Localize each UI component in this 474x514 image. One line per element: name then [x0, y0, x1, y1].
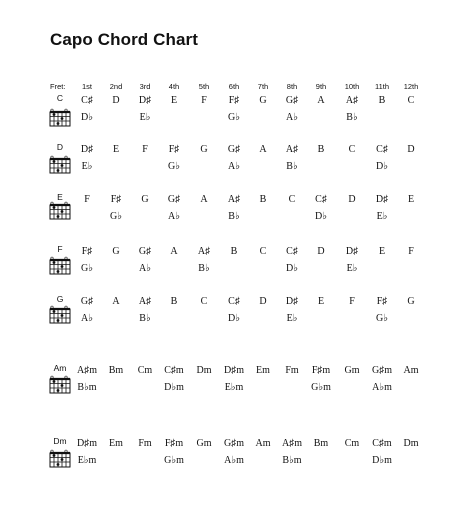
chord-name: G♭ — [228, 112, 240, 123]
fret-header: 8th — [286, 82, 298, 91]
chord-name: B♭ — [198, 263, 210, 274]
chord-name: E♭m — [224, 382, 244, 393]
chord-name: C♯ — [286, 246, 298, 257]
chord-name: A♯ — [345, 95, 359, 106]
chord-name: G♯ — [138, 246, 152, 257]
chord-name: B — [230, 246, 238, 257]
chord-name: B♭ — [139, 313, 151, 324]
chord-name: C♯m — [164, 365, 184, 376]
chord-name: D♯ — [80, 144, 94, 155]
chord-name: E — [407, 194, 415, 205]
chord-name: B — [378, 95, 386, 106]
chord-name: D♭ — [376, 161, 388, 172]
chord-name: G — [141, 194, 149, 205]
chord-name: G♯ — [80, 296, 94, 307]
chord-name: D♯ — [345, 246, 359, 257]
chord-name: Dm — [403, 438, 419, 449]
chord-label: F — [57, 244, 63, 254]
chord-name: E♭ — [81, 161, 93, 172]
chord-name: D♯ — [285, 296, 299, 307]
chord-name: E — [112, 144, 120, 155]
chord-name: A — [200, 194, 208, 205]
chord-name: E — [317, 296, 325, 307]
chord-cell — [391, 141, 431, 158]
chord-name: Fm — [138, 438, 152, 449]
fret-header: 11th — [374, 82, 390, 91]
chord-name: D♭ — [315, 211, 327, 222]
chord-name: D♯ — [138, 95, 152, 106]
chord-name: A♯ — [138, 296, 152, 307]
chord-name: G♯ — [285, 95, 299, 106]
chord-name: C♯ — [228, 296, 240, 307]
chord-name: Gm — [196, 438, 212, 449]
chord-name: A♭ — [139, 263, 151, 274]
chord-name: A♭ — [228, 161, 240, 172]
chord-name: A — [317, 95, 325, 106]
chord-name: G♯ — [167, 194, 181, 205]
chord-name: B♭ — [228, 211, 240, 222]
chord-name: Em — [109, 438, 123, 449]
fret-header: 3rd — [139, 82, 151, 91]
chord-name: G♯ — [227, 144, 241, 155]
chord-name: E — [378, 246, 386, 257]
chord-name: Bm — [313, 438, 329, 449]
chord-cell — [391, 435, 431, 452]
chord-name: F♯m — [311, 365, 331, 376]
fret-header: 4th — [168, 82, 180, 91]
chord-label: Dm — [53, 436, 67, 446]
chord-name: G — [200, 144, 208, 155]
chord-name: G♭ — [376, 313, 388, 324]
chord-name: D♭m — [372, 455, 392, 466]
chord-name: D♭m — [164, 382, 184, 393]
chord-label: C — [56, 93, 64, 103]
chord-name: C♯ — [81, 95, 93, 106]
chord-name: F — [84, 194, 90, 205]
chord-name: F — [349, 296, 355, 307]
chord-name: C — [407, 95, 415, 106]
chord-name: D — [407, 144, 415, 155]
chord-label: G — [56, 294, 64, 304]
fret-header: 6th — [228, 82, 240, 91]
chord-name: Cm — [344, 438, 360, 449]
chord-name: E — [170, 95, 178, 106]
chord-name: A♯ — [285, 144, 299, 155]
chord-name: G♭ — [81, 263, 93, 274]
chord-name: Am — [403, 365, 419, 376]
chord-name: Em — [256, 365, 270, 376]
chord-name: E♭ — [346, 263, 358, 274]
chord-name: E♭ — [376, 211, 388, 222]
chord-name: A♯m — [282, 438, 302, 449]
chord-name: B♭ — [346, 112, 358, 123]
chord-name: A♭ — [81, 313, 93, 324]
chord-name: G♭ — [168, 161, 180, 172]
chord-name: C — [259, 246, 267, 257]
fret-label: Fret: — [50, 82, 66, 91]
chord-name: F♯ — [228, 95, 240, 106]
chord-name: G♯m — [372, 365, 392, 376]
chord-name: C♯m — [372, 438, 392, 449]
chord-name: D♯ — [375, 194, 389, 205]
chord-name: Bm — [108, 365, 124, 376]
chord-name: G♭m — [311, 382, 331, 393]
chord-name: A♯ — [197, 246, 211, 257]
chord-name: D♭ — [81, 112, 93, 123]
fret-header: 9th — [315, 82, 327, 91]
chord-label: Am — [53, 363, 67, 373]
chord-name: A — [112, 296, 120, 307]
chord-name: F♯ — [168, 144, 180, 155]
chord-name: D — [348, 194, 356, 205]
chord-name: Fm — [285, 365, 299, 376]
chord-name: B — [259, 194, 267, 205]
fret-header: 5th — [198, 82, 210, 91]
chord-name: C — [348, 144, 356, 155]
chord-name: D♭ — [228, 313, 240, 324]
chord-name: F♯ — [81, 246, 93, 257]
chord-name: Cm — [137, 365, 153, 376]
chord-name: D♯m — [77, 438, 97, 449]
chord-name: E♭ — [286, 313, 298, 324]
fret-header: 7th — [257, 82, 269, 91]
chord-name: B — [170, 296, 178, 307]
chord-name: E♭m — [77, 455, 97, 466]
chord-name: D — [259, 296, 267, 307]
chord-name: C♯ — [315, 194, 327, 205]
chord-name: A♭m — [372, 382, 392, 393]
chord-name: C — [288, 194, 296, 205]
chord-name: A♭ — [286, 112, 298, 123]
fret-header: 1st — [81, 82, 92, 91]
fret-header: 2nd — [109, 82, 123, 91]
chord-label: E — [57, 192, 63, 202]
chord-name: F♯m — [164, 438, 184, 449]
chord-name: A♭ — [168, 211, 180, 222]
chord-name: G♭m — [164, 455, 184, 466]
chord-name: G — [112, 246, 120, 257]
chord-cell — [391, 293, 431, 310]
chord-name: A♯m — [77, 365, 97, 376]
chord-name: Am — [255, 438, 271, 449]
fret-header: 12th — [403, 82, 419, 91]
chord-name: C♯ — [376, 144, 388, 155]
chord-name: G — [259, 95, 267, 106]
chord-name: G♯m — [224, 438, 244, 449]
chord-name: A♯ — [227, 194, 241, 205]
chord-name: F — [142, 144, 148, 155]
chord-name: A — [259, 144, 267, 155]
chord-name: Dm — [196, 365, 212, 376]
chord-name: B — [317, 144, 325, 155]
chord-name: E♭ — [139, 112, 151, 123]
chord-name: D — [317, 246, 325, 257]
chord-name: F — [408, 246, 414, 257]
chord-name: D♯m — [224, 365, 244, 376]
chord-name: A♭m — [224, 455, 244, 466]
chord-name: B♭m — [77, 382, 97, 393]
chord-name: G♭ — [110, 211, 122, 222]
chord-name: G — [407, 296, 415, 307]
chord-cell — [391, 191, 431, 208]
chord-name: F — [201, 95, 207, 106]
chord-label: D — [56, 142, 64, 152]
chord-name: D♭ — [286, 263, 298, 274]
chord-name: A — [170, 246, 178, 257]
chord-cell — [391, 362, 431, 379]
chord-cell — [391, 92, 431, 109]
chord-name: F♯ — [110, 194, 122, 205]
fret-header: 10th — [344, 82, 360, 91]
chord-name: C — [200, 296, 208, 307]
chord-name: D — [112, 95, 120, 106]
chord-name: Gm — [344, 365, 360, 376]
chord-name: B♭m — [282, 455, 302, 466]
chord-name: F♯ — [376, 296, 388, 307]
chord-cell — [391, 243, 431, 260]
page-title: Capo Chord Chart — [50, 30, 198, 49]
chord-name: B♭ — [286, 161, 298, 172]
